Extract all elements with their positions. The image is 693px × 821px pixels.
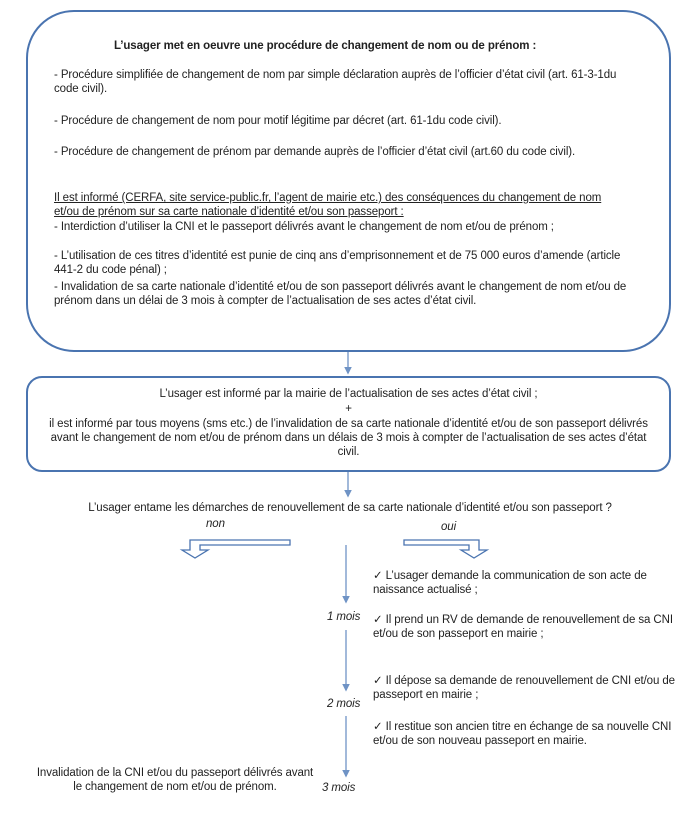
invalidation-outcome: Invalidation de la CNI et/ou du passeport délivrés avant le changement de nom et/ou de prénom. [36,767,314,794]
step-birth-certificate: ✓ L’usager demande la communication de son acte de naissance actualisé ; [373,570,647,597]
procedure-item-simplified: - Procédure simplifiée de changement de nom par simple déclaration auprès de l’officier d’état civil (art. 61-3-1du code civil). [54,69,617,96]
branch-no-arrow [182,540,290,558]
info-heading: Il est informé (CERFA, site service-public.fr, l’agent de mairie etc.) des conséquences du changement de nom et/ou de prénom sur sa carte nationale d’identité et/ou son passeport : [54,192,602,219]
step-submit-request: ✓ Il dépose sa demande de renouvellement de CNI et/ou de passeport en mairie ; [373,675,675,702]
procedure-title: L’usager met en oeuvre une procédure de changement de nom ou de prénom : [114,40,537,52]
timeline-2-months: 2 mois [327,698,361,710]
procedure-item-decree: - Procédure de changement de nom pour motif légitime par décret (art. 61-1du code civil). [54,115,502,127]
notification-line1: L’usager est informé par la mairie de l’actualisation de ses actes d’état civil ; [159,388,538,400]
step-appointment: ✓ Il prend un RV de demande de renouvellement de sa CNI et/ou de son passeport en mairie ; [373,614,673,641]
consequence-invalidation: - Invalidation de sa carte nationale d’identité et/ou de son passeport délivrés avant le changement de nom et/ou de prénom dans un délai de 3 mois à compter de l’actualisation de ses actes d’état civil. [54,281,627,308]
branch-yes-arrow [404,540,487,558]
consequence-penalty: - L’utilisation de ces titres d’identité est punie de cinq ans d’emprisonnement et de 75 000 euros d’amende (article 441-2 du code pénal) ; [54,250,621,277]
notification-plus: + [345,403,352,415]
procedure-item-firstname: - Procédure de changement de prénom par demande auprès de l’officier d’état civil (art.60 du code civil). [54,146,576,158]
timeline-3-months: 3 mois [322,782,356,794]
renewal-question: L’usager entame les démarches de renouvellement de sa carte nationale d’identité et/ou son passeport ? [88,502,612,514]
timeline-1-month: 1 mois [327,611,361,623]
step-return-title: ✓ Il restitue son ancien titre en échange de sa nouvelle CNI et/ou de son nouveau passeport en mairie. [373,721,672,748]
notification-line2: il est informé par tous moyens (sms etc.) de l’invalidation de sa carte nationale d’identité et/ou de son passeport délivrés avant le changement de nom et/ou de prénom dans un délais de 3 mois à compter de l’actualisation de ses actes d’état civil. [49,418,648,459]
consequence-prohibition: - Interdiction d’utiliser la CNI et le passeport délivrés avant le changement de nom et/ou de prénom ; [54,221,554,233]
branch-yes-label: oui [441,521,457,533]
branch-no-label: non [206,518,225,530]
